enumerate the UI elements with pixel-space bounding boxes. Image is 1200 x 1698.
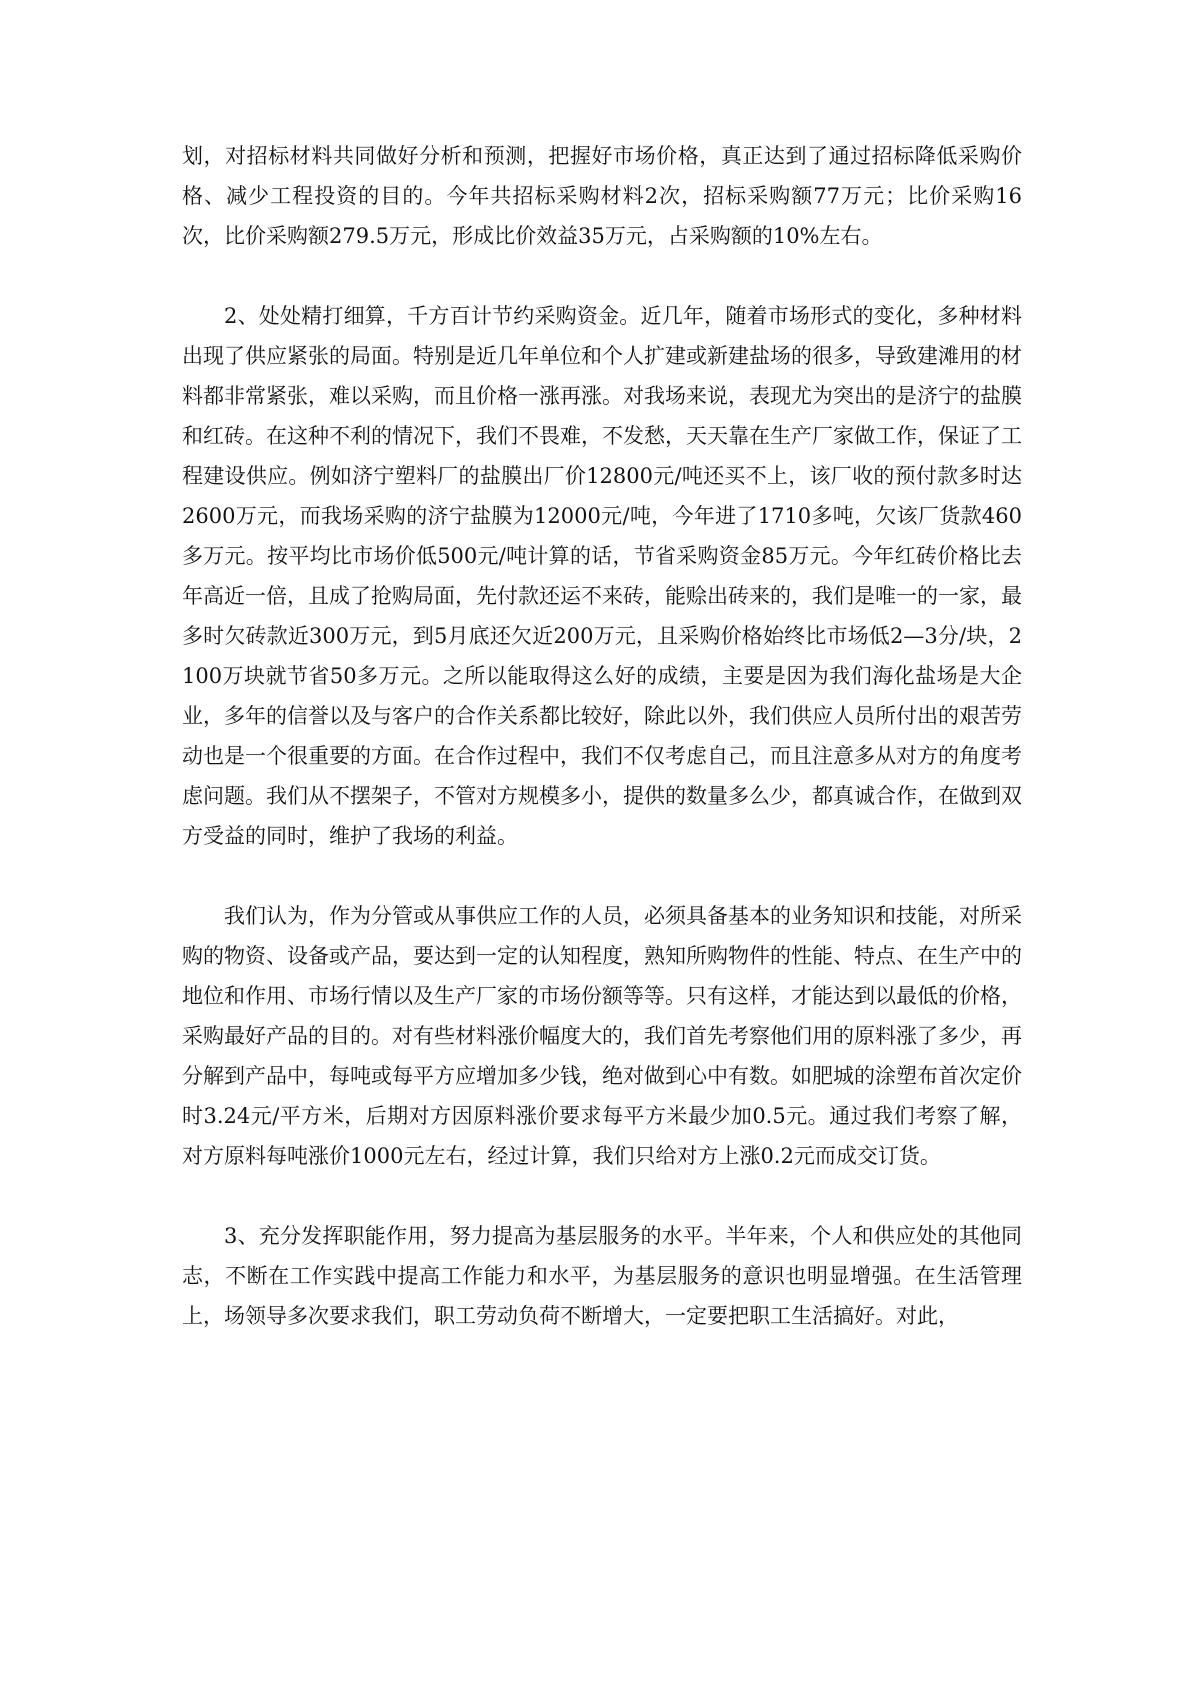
paragraph-1: 划，对招标材料共同做好分析和预测，把握好市场价格，真正达到了通过招标降低采购价格、减少工程投资的目的。今年共招标采购材料2次，招标采购额77万元；比价采购16次，比价采购额279.5万元，形成比价效益35万元，占采购额的10%左右。 xyxy=(182,144,1022,248)
paragraph-3: 我们认为，作为分管或从事供应工作的人员，必须具备基本的业务知识和技能，对所采购的物资、设备或产品，要达到一定的认知程度，熟知所购物件的性能、特点、在生产中的地位和作用、市场行情以及生产厂家的市场份额等等。只有这样，才能达到以最低的价格，采购最好产品的目的。对有些材料涨价幅度大的，我们首先考察他们用的原料涨了多少，再分解到产品中，每吨或每平方应增加多少钱，绝对做到心中有数。如肥城的涂塑布首次定价时3.24元/平方米，后期对方因原料涨价要求每平方米最少加0.5元。通过我们考察了解，对方原料每吨涨价1000元左右，经过计算，我们只给对方上涨0.2元而成交订货。 xyxy=(182,904,1022,1168)
document-body xyxy=(182,136,1022,1336)
paragraph-4: 3、充分发挥职能作用，努力提高为基层服务的水平。半年来，个人和供应处的其他同志，不断在工作实践中提高工作能力和水平，为基层服务的意识也明显增强。在生活管理上，场领导多次要求我们，职工劳动负荷不断增大，一定要把职工生活搞好。对此， xyxy=(182,1224,1022,1328)
paragraph-2: 2、处处精打细算，千方百计节约采购资金。近几年，随着市场形式的变化，多种材料出现了供应紧张的局面。特别是近几年单位和个人扩建或新建盐场的很多，导致建滩用的材料都非常紧张，难以采购，而且价格一涨再涨。对我场来说，表现尤为突出的是济宁的盐膜和红砖。在这种不利的情况下，我们不畏难，不发愁，天天靠在生产厂家做工作，保证了工程建设供应。例如济宁塑料厂的盐膜出厂价12800元/吨还买不上，该厂收的预付款多时达2600万元，而我场采购的济宁盐膜为12000元/吨，今年进了1710多吨，欠该厂货款460多万元。按平均比市场价低500元/吨计算的话，节省采购资金85万元。今年红砖价格比去年高近一倍，且成了抢购局面，先付款还运不来砖，能赊出砖来的，我们是唯一的一家，最多时欠砖款近300万元，到5月底还欠近200万元，且采购价格始终比市场低2—3分/块，2100万块就节省50多万元。之所以能取得这么好的成绩，主要是因为我们海化盐场是大企业，多年的信誉以及与客户的合作关系都比较好，除此以外，我们供应人员所付出的艰苦劳动也是一个很重要的方面。在合作过程中，我们不仅考虑自己，而且注意多从对方的角度考虑问题。我们从不摆架子，不管对方规模多小，提供的数量多么少，都真诚合作，在做到双方受益的同时，维护了我场的利益。 xyxy=(182,304,1022,848)
